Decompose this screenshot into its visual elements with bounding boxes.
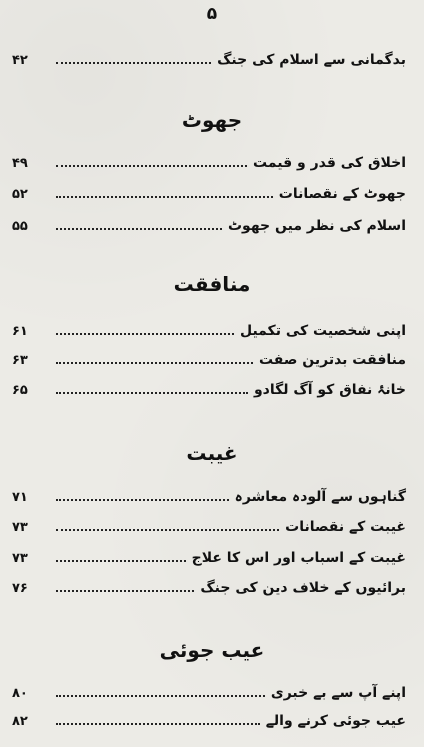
entry-page: ۸۲ (12, 713, 28, 729)
dot-leader (56, 498, 229, 501)
dot-leader (56, 61, 211, 64)
entry-title: بدگمانی سے اسلام کی جنگ (217, 52, 406, 68)
entry-title: غیبت کے نقصانات (285, 519, 406, 535)
toc-entry (12, 48, 406, 72)
entry-page: ۷۱ (12, 489, 28, 505)
toc-entry (12, 485, 406, 509)
entry-title: اسلام کی نظر میں جھوٹ (227, 218, 406, 234)
section-heading: جھوٹ (181, 108, 243, 132)
entry-page: ۶۳ (12, 352, 28, 368)
section-heading: منافقت (173, 272, 251, 296)
entry-title: اپنے آپ سے بے خبری (270, 685, 406, 701)
toc-entry (12, 378, 406, 402)
toc-entry (12, 515, 406, 539)
entry-title: عیب جوئی کرنے والے (265, 713, 406, 729)
toc-entry (12, 214, 406, 238)
dot-leader (56, 391, 248, 394)
dot-leader (56, 694, 265, 697)
entry-page: ۶۱ (12, 323, 28, 339)
entry-page: ۶۵ (12, 382, 28, 398)
entry-page: ۵۵ (12, 218, 28, 234)
toc-entry (12, 182, 406, 206)
entry-title: اخلاق کی قدر و قیمت (253, 155, 406, 171)
section-heading: غیبت (186, 441, 238, 465)
dot-leader (56, 559, 186, 562)
entry-title: اپنی شخصیت کی تکمیل (239, 323, 406, 339)
dot-leader (56, 164, 247, 167)
entry-title: خانۂ نفاق کو آگ لگادو (253, 382, 406, 398)
dot-leader (56, 227, 222, 230)
toc-entry (12, 681, 406, 705)
entry-page: ۷۶ (12, 580, 28, 596)
toc-entry (12, 151, 406, 175)
entry-page: ۴۲ (12, 52, 28, 68)
entry-title: منافقت بدترین صفت (258, 352, 406, 368)
entry-page: ۴۹ (12, 155, 28, 171)
entry-title: غیبت کے اسباب اور اس کا علاج (191, 550, 406, 566)
dot-leader (56, 722, 260, 725)
entry-title: گناہوں سے آلودہ معاشرہ (234, 489, 406, 505)
page-number: ۵ (206, 4, 218, 24)
toc-entry (12, 576, 406, 600)
entry-title: برائیوں کے خلاف دین کی جنگ (200, 580, 406, 596)
entry-page: ۸۰ (12, 685, 28, 701)
entry-page: ۷۳ (12, 519, 28, 535)
entry-title: جھوٹ کے نقصانات (278, 186, 406, 202)
toc-entry (12, 709, 406, 733)
dot-leader (56, 195, 273, 198)
entry-page: ۵۲ (12, 186, 28, 202)
entry-page: ۷۳ (12, 550, 28, 566)
dot-leader (56, 589, 194, 592)
dot-leader (56, 361, 253, 364)
toc-entry (12, 319, 406, 343)
section-heading: عیب جوئی (159, 638, 265, 662)
dot-leader (56, 528, 279, 531)
dot-leader (56, 332, 234, 335)
toc-entry (12, 348, 406, 372)
toc-entry (12, 546, 406, 570)
